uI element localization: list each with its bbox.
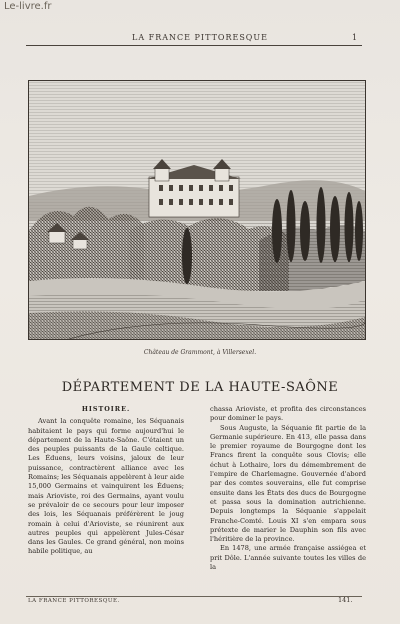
section-heading: HISTOIRE.: [81, 405, 131, 413]
right-column-paragraph-2: Sous Auguste, la Séquanie fit partie de la Germanie supérieure. En 413, elle passa dans le premier royaume de Bourgogne dont les Francs firent la conquête sous Clovis; elle échut à Lothaire, lors du démembrement de l'empire de Charlemagne. Gouvernée d'abord par des comtes souverains, elle fut comprise ensuite dans les États des ducs de Bourgogne et passa sous la domination autrichienne. Depuis longtemps la Séquanie s'appelait Franche-Comté. Louis XI s'en empara sous prétexte de marier le Dauphin son fils avec l'héritière de la province.: [210, 423, 366, 544]
engraving-illustration: [29, 81, 365, 339]
right-column-paragraph-3: En 1478, une armée française assiégea et prit Dôle. L'année suivante toutes les villes de la: [210, 544, 366, 572]
chateau-building: [147, 159, 241, 217]
left-column: [28, 405, 184, 557]
header-rule: [26, 45, 362, 46]
chateau-engraving: [28, 80, 366, 340]
right-column: [210, 405, 366, 572]
footer-page-number: 141.: [338, 596, 353, 604]
footer-title: LA FRANCE PITTORESQUE.: [28, 598, 120, 604]
running-head: LA FRANCE PITTORESQUE: [132, 33, 268, 42]
footer-rule: [26, 596, 362, 597]
corner-watermark: Le-livre.fr: [4, 1, 52, 12]
engraving-caption: Château de Grammont, à Villersexel.: [143, 349, 257, 356]
department-title: DÉPARTEMENT DE LA HAUTE-SAÔNE: [61, 380, 339, 395]
page-number-top: 1: [352, 33, 358, 42]
right-column-text: chassa Arioviste, et profita des circonstances pour dominer le pays.: [210, 405, 366, 423]
left-column-text: Avant la conquête romaine, les Séquanais habitaient le pays qui forme aujourd'hui le département de la Haute-Saône. C'étaient un des peuples puissants de la Gaule celtique. Les Éduens, leurs voisins, jaloux de leur puissance, contractèrent alliance avec les Romains; les Séquanais appelèrent à leur aide 15,000 Germains et vainquirent les Éduens; mais Arioviste, roi des Germains, ayant voulu se prévaloir de ce secours pour leur imposer des lois, les Séquanais préférèrent le joug romain à celui d'Arioviste, se réunirent aux autres peuples qui appelèrent Jules-César dans les Gaules. Ce grand général, non moins habile politique, au: [28, 417, 184, 556]
